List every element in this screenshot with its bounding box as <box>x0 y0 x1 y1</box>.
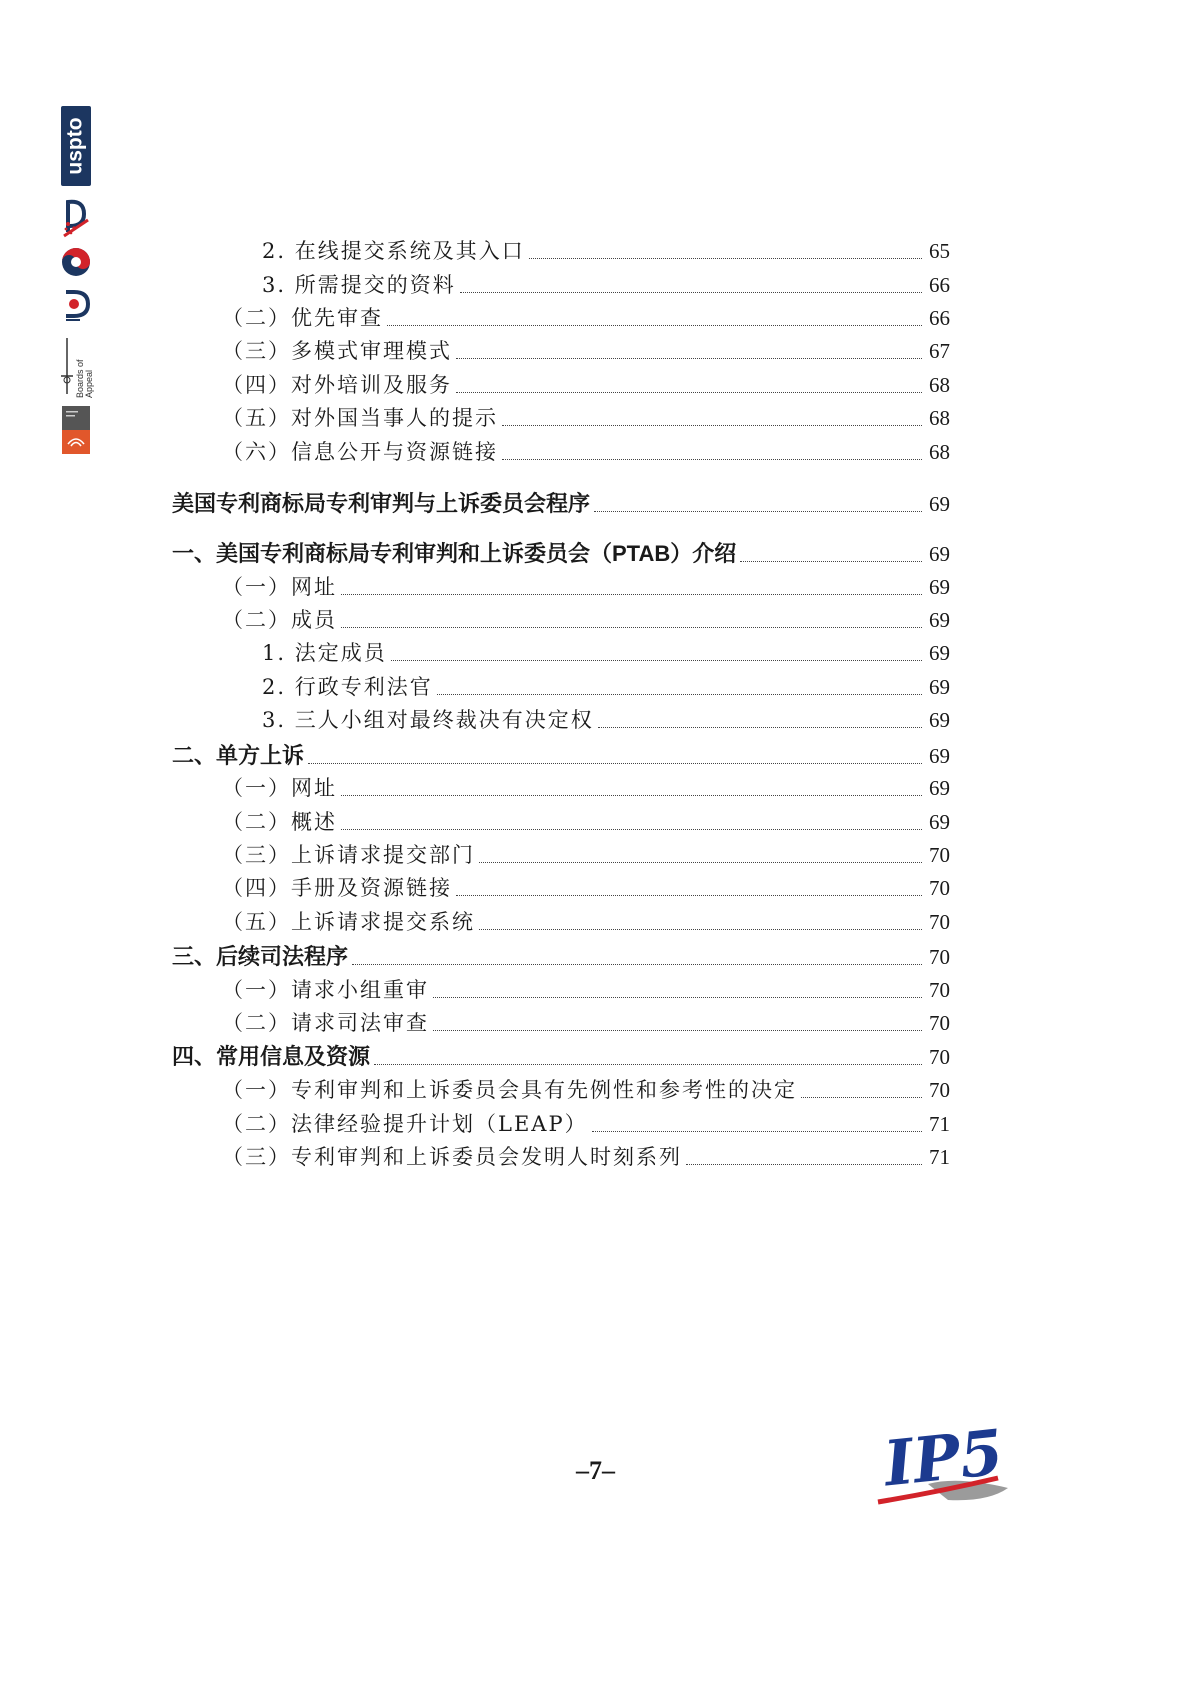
toc-entry-page: 69 <box>929 708 950 732</box>
toc-entry-page: 71 <box>929 1112 950 1136</box>
toc-entry-page: 68 <box>929 406 950 430</box>
toc-entry[interactable] <box>222 907 950 937</box>
toc-entry-title: 四、常用信息及资源 <box>172 1044 371 1069</box>
boards-of-appeal-text: Boards of Appeal <box>75 359 94 398</box>
uspto-logo <box>61 106 91 186</box>
toc-entry-page: 69 <box>929 608 950 632</box>
toc-entry[interactable] <box>222 807 950 837</box>
toc-entry[interactable] <box>222 303 950 333</box>
toc-entry[interactable] <box>262 270 950 300</box>
jpo-logo <box>60 286 92 322</box>
toc-entry-title: （四）手册及资源链接 <box>222 876 452 900</box>
toc-dot-leader <box>456 894 922 896</box>
toc-dot-leader <box>592 1130 922 1132</box>
toc-entry[interactable] <box>172 741 950 771</box>
toc-dot-leader <box>598 726 922 728</box>
toc-entry-title: 二、单方上诉 <box>172 743 305 768</box>
toc-entry-page: 70 <box>929 1011 950 1035</box>
toc-entry-title: （一）请求小组重审 <box>222 978 429 1002</box>
toc-entry-title: 美国专利商标局专利审判与上诉委员会程序 <box>172 491 591 516</box>
toc-dot-leader <box>740 560 922 562</box>
toc-entry-title: （六）信息公开与资源链接 <box>222 440 498 464</box>
toc-entry-title: （五）对外国当事人的提示 <box>222 406 498 430</box>
toc-entry-page: 65 <box>929 239 950 263</box>
toc-entry[interactable] <box>172 942 950 972</box>
toc-entry-page: 68 <box>929 373 950 397</box>
toc-entry[interactable] <box>222 605 950 635</box>
toc-entry[interactable] <box>222 1109 950 1139</box>
toc-entry-title: 3. 三人小组对最终裁决有决定权 <box>262 708 594 732</box>
toc-dot-leader <box>529 257 922 259</box>
toc-entry[interactable] <box>222 1142 950 1172</box>
toc-entry[interactable] <box>222 403 950 433</box>
toc-dot-leader <box>391 659 922 661</box>
ip5-logo-text: IP5 <box>880 1415 1007 1501</box>
toc-entry-page: 67 <box>929 339 950 363</box>
toc-entry-page: 70 <box>929 1078 950 1102</box>
toc-entry-page: 69 <box>929 575 950 599</box>
uspto-logo-text: uspto <box>64 117 87 175</box>
toc-dot-leader <box>456 357 922 359</box>
toc-entry[interactable] <box>172 489 950 519</box>
toc-entry-title: （四）对外培训及服务 <box>222 373 452 397</box>
ip5-offices-logo-strip <box>58 106 94 456</box>
scales-icon <box>60 336 74 396</box>
toc-dot-leader <box>460 291 922 293</box>
toc-dot-leader <box>502 424 922 426</box>
toc-dot-leader <box>387 324 922 326</box>
toc-entry-title: （三）上诉请求提交部门 <box>222 843 475 867</box>
toc-dot-leader <box>308 762 922 764</box>
toc-entry-page: 69 <box>929 492 950 516</box>
toc-entry[interactable] <box>262 638 950 668</box>
toc-entry-title: （三）专利审判和上诉委员会发明人时刻系列 <box>222 1145 682 1169</box>
toc-entry-page: 69 <box>929 641 950 665</box>
toc-entry[interactable] <box>222 773 950 803</box>
toc-entry-page: 66 <box>929 273 950 297</box>
toc-dot-leader <box>502 458 922 460</box>
toc-entry-page: 69 <box>929 675 950 699</box>
toc-entry[interactable] <box>262 672 950 702</box>
toc-entry[interactable] <box>222 370 950 400</box>
toc-entry-title: （一）网址 <box>222 776 337 800</box>
toc-entry-page: 66 <box>929 306 950 330</box>
ip5-logo <box>868 1406 1018 1510</box>
toc-entry-page: 69 <box>929 542 950 566</box>
toc-dot-leader <box>341 828 922 830</box>
toc-entry-page: 69 <box>929 810 950 834</box>
toc-entry-title: 3. 所需提交的资料 <box>262 273 456 297</box>
toc-dot-leader <box>341 794 922 796</box>
toc-entry[interactable] <box>222 873 950 903</box>
toc-entry-title: 三、后续司法程序 <box>172 944 349 969</box>
toc-entry[interactable] <box>222 1075 950 1105</box>
toc-entry[interactable] <box>222 437 950 467</box>
toc-dot-leader <box>479 928 922 930</box>
toc-dot-leader <box>341 626 922 628</box>
cnipa-logo <box>60 196 92 240</box>
toc-dot-leader <box>686 1163 922 1165</box>
toc-entry[interactable] <box>222 840 950 870</box>
toc-entry-page: 68 <box>929 440 950 464</box>
toc-entry-title: （二）概述 <box>222 810 337 834</box>
toc-entry[interactable] <box>172 1042 950 1072</box>
toc-dot-leader <box>352 963 922 965</box>
toc-entry-page: 70 <box>929 843 950 867</box>
toc-entry-page: 69 <box>929 776 950 800</box>
toc-entry-title: （二）优先审查 <box>222 306 383 330</box>
toc-entry-title: 2. 行政专利法官 <box>262 675 433 699</box>
toc-entry-title: （二）请求司法审查 <box>222 1011 429 1035</box>
toc-entry[interactable] <box>222 572 950 602</box>
toc-entry-page: 71 <box>929 1145 950 1169</box>
toc-entry-title: （三）多模式审理模式 <box>222 339 452 363</box>
toc-entry-title: （一）网址 <box>222 575 337 599</box>
epo-boards-of-appeal-logo <box>58 332 94 398</box>
toc-entry-page: 69 <box>929 744 950 768</box>
toc-entry-page: 70 <box>929 1045 950 1069</box>
toc-entry[interactable] <box>222 1008 950 1038</box>
toc-entry-title: 一、美国专利商标局专利审判和上诉委员会（PTAB）介绍 <box>172 541 737 566</box>
toc-entry-page: 70 <box>929 945 950 969</box>
toc-dot-leader <box>456 391 922 393</box>
toc-entry-title: （一）专利审判和上诉委员会具有先例性和参考性的决定 <box>222 1078 797 1102</box>
toc-entry[interactable] <box>222 336 950 366</box>
toc-entry-title: （二）法律经验提升计划（LEAP） <box>222 1112 588 1136</box>
toc-dot-leader <box>433 996 922 998</box>
toc-dot-leader <box>801 1096 922 1098</box>
euipo-logo <box>62 406 90 456</box>
toc-entry[interactable] <box>222 975 950 1005</box>
toc-dot-leader <box>437 693 922 695</box>
toc-entry-title: （二）成员 <box>222 608 337 632</box>
toc-entry[interactable] <box>172 539 950 569</box>
toc-entry-page: 70 <box>929 978 950 1002</box>
toc-entry-title: （五）上诉请求提交系统 <box>222 910 475 934</box>
toc-dot-leader <box>341 593 922 595</box>
page-number: –7– <box>576 1456 615 1485</box>
toc-entry-page: 70 <box>929 876 950 900</box>
toc-entry[interactable] <box>262 705 950 735</box>
toc-dot-leader <box>374 1063 922 1065</box>
toc-entry-title: 2. 在线提交系统及其入口 <box>262 239 525 263</box>
toc-entry-page: 70 <box>929 910 950 934</box>
toc-dot-leader <box>433 1029 922 1031</box>
kipo-logo <box>60 246 92 278</box>
toc-dot-leader <box>479 861 922 863</box>
toc-entry[interactable] <box>262 236 950 266</box>
toc-entry-title: 1. 法定成员 <box>262 641 387 665</box>
toc-dot-leader <box>594 510 922 512</box>
